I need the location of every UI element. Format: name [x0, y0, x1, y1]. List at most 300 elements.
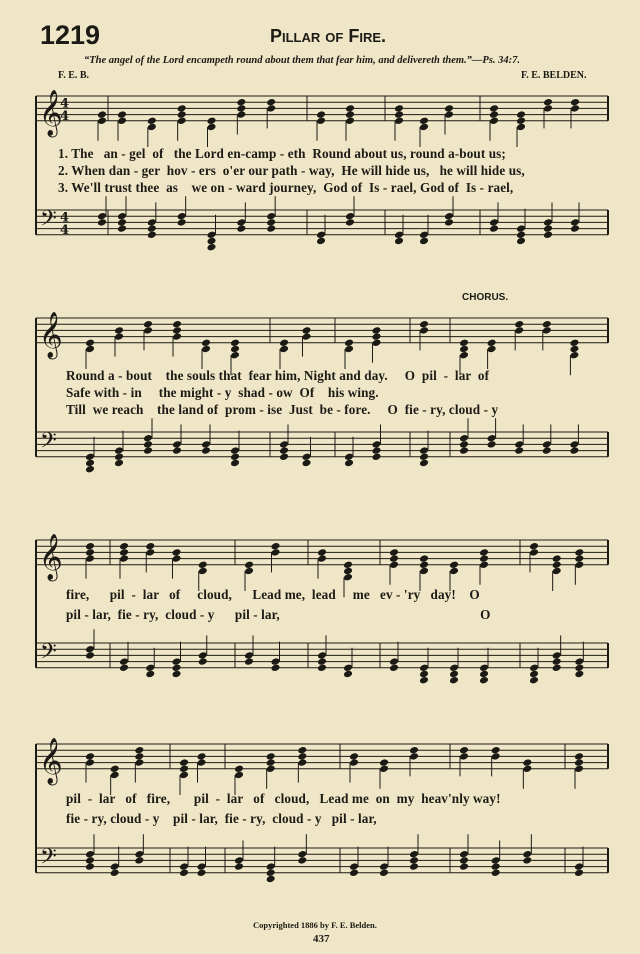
note-head	[198, 657, 208, 666]
note-head	[491, 862, 501, 871]
note-head	[349, 752, 359, 761]
note-head	[172, 326, 182, 335]
note-head	[344, 453, 354, 462]
note-head	[574, 554, 584, 563]
chorus-label: CHORUS.	[462, 292, 509, 303]
note-head	[230, 345, 240, 354]
note-head	[489, 104, 499, 113]
note-head	[349, 758, 359, 767]
note-head	[343, 670, 353, 679]
note-head	[419, 567, 429, 576]
note-head	[302, 453, 312, 462]
note-head	[552, 651, 562, 660]
note-head	[449, 664, 459, 673]
note-head	[394, 104, 404, 113]
note-head	[119, 548, 129, 557]
note-head	[207, 243, 217, 252]
lyric-verse3-line: Till we reach the land of prom - ise Just be - fore. O fie - ry, cloud - y	[66, 402, 499, 417]
words-credit: F. E. B.	[58, 70, 90, 81]
note-head	[419, 326, 429, 335]
note-head	[569, 446, 579, 455]
note-head	[279, 440, 289, 449]
note-head	[574, 869, 584, 878]
note-head	[236, 224, 246, 233]
note-head	[522, 765, 532, 774]
note-head	[201, 339, 211, 348]
note-head	[419, 446, 429, 455]
note-head	[117, 117, 127, 126]
note-head	[479, 548, 489, 557]
note-head	[389, 554, 399, 563]
note-head	[344, 339, 354, 348]
note-head	[542, 326, 552, 335]
note-head	[522, 758, 532, 767]
hymn-title: Pillar of Fire.	[270, 26, 386, 46]
note-head	[316, 110, 326, 119]
note-head	[172, 332, 182, 341]
note-head	[570, 224, 580, 233]
note-head	[459, 434, 469, 443]
lyric-verse2-line: Safe with - in the might - y shad - ow Of his wing.	[66, 385, 379, 400]
treble-clef-icon: 𝄞	[39, 89, 63, 136]
note-head	[543, 231, 553, 240]
note-head	[570, 104, 580, 113]
note-head	[266, 875, 276, 884]
note-head	[419, 453, 429, 462]
note-head	[574, 664, 584, 673]
note-head	[543, 218, 553, 227]
note-head	[491, 869, 501, 878]
note-head	[147, 123, 157, 132]
note-head	[266, 862, 276, 871]
bass-clef-icon: 𝄢	[40, 639, 57, 670]
note-head	[529, 664, 539, 673]
note-head	[569, 345, 579, 354]
note-head	[279, 339, 289, 348]
note-head	[85, 453, 95, 462]
note-head	[244, 651, 254, 660]
note-head	[419, 123, 429, 132]
note-head	[487, 345, 497, 354]
note-head	[574, 752, 584, 761]
note-head	[459, 850, 469, 859]
note-head	[349, 862, 359, 871]
note-head	[266, 218, 276, 227]
note-head	[236, 98, 246, 107]
note-head	[316, 231, 326, 240]
note-head	[97, 110, 107, 119]
copyright-notice: Copyrighted 1886 by F. E. Belden.	[253, 920, 377, 930]
note-head	[394, 237, 404, 246]
note-head	[234, 856, 244, 865]
note-head	[271, 542, 281, 551]
note-head	[419, 231, 429, 240]
note-head	[514, 440, 524, 449]
note-head	[487, 440, 497, 449]
note-head	[459, 351, 469, 360]
note-head	[516, 224, 526, 233]
note-head	[574, 670, 584, 679]
note-head	[119, 664, 129, 673]
note-head	[345, 218, 355, 227]
note-head	[487, 339, 497, 348]
bass-clef-icon: 𝄢	[40, 428, 57, 459]
note-head	[543, 98, 553, 107]
note-head	[317, 548, 327, 557]
note-head	[85, 758, 95, 767]
bass-clef-icon: 𝄢	[40, 844, 57, 875]
note-head	[574, 758, 584, 767]
note-head	[172, 548, 182, 557]
note-head	[85, 548, 95, 557]
note-head	[85, 339, 95, 348]
note-head	[379, 758, 389, 767]
note-head	[449, 561, 459, 570]
note-head	[297, 856, 307, 865]
note-head	[230, 459, 240, 468]
note-head	[419, 554, 429, 563]
note-head	[514, 446, 524, 455]
time-signature-top: 4	[60, 210, 70, 226]
note-head	[147, 224, 157, 233]
note-head	[419, 670, 429, 679]
note-head	[85, 645, 95, 654]
note-head	[372, 339, 382, 348]
note-head	[479, 676, 489, 685]
note-head	[389, 561, 399, 570]
note-head	[271, 548, 281, 557]
note-head	[266, 765, 276, 774]
hymn-number: 1219	[40, 20, 101, 50]
note-head	[389, 664, 399, 673]
note-head	[266, 212, 276, 221]
note-head	[569, 440, 579, 449]
note-head	[302, 459, 312, 468]
note-head	[316, 117, 326, 126]
lyric-chorus-line: pil - lar of fire, pil - lar of cloud, Lead me on my heav'nly way!	[66, 791, 501, 806]
note-head	[197, 862, 207, 871]
note-head	[317, 664, 327, 673]
note-head	[143, 320, 153, 329]
note-head	[85, 856, 95, 865]
note-head	[177, 117, 187, 126]
note-head	[201, 440, 211, 449]
lyric-chorus-echo-line: pil - lar, fie - ry, cloud - y pil - lar, O	[66, 607, 491, 622]
note-head	[198, 561, 208, 570]
note-head	[230, 453, 240, 462]
note-head	[143, 440, 153, 449]
note-head	[297, 850, 307, 859]
note-head	[419, 561, 429, 570]
note-head	[85, 459, 95, 468]
note-head	[574, 548, 584, 557]
note-head	[570, 98, 580, 107]
note-head	[317, 651, 327, 660]
note-head	[459, 752, 469, 761]
note-head	[147, 117, 157, 126]
note-head	[419, 664, 429, 673]
note-head	[198, 567, 208, 576]
time-signature-bottom: 4	[60, 108, 70, 124]
note-head	[409, 862, 419, 871]
note-head	[85, 850, 95, 859]
note-head	[179, 771, 189, 780]
note-head	[114, 446, 124, 455]
note-head	[409, 856, 419, 865]
note-head	[570, 218, 580, 227]
note-head	[444, 104, 454, 113]
note-head	[394, 117, 404, 126]
note-head	[143, 446, 153, 455]
note-head	[344, 345, 354, 354]
note-head	[177, 218, 187, 227]
note-head	[85, 465, 95, 474]
note-head	[372, 446, 382, 455]
note-head	[177, 110, 187, 119]
note-head	[85, 752, 95, 761]
note-head	[297, 746, 307, 755]
note-head	[117, 224, 127, 233]
note-head	[479, 561, 489, 570]
note-head	[317, 657, 327, 666]
note-head	[489, 110, 499, 119]
note-head	[97, 212, 107, 221]
note-head	[343, 664, 353, 673]
note-head	[529, 676, 539, 685]
note-head	[179, 758, 189, 767]
note-head	[266, 752, 276, 761]
scripture-epigraph: “The angel of the Lord encampeth round about them that fear him, and delivereth them.”—Ps. 34:7.	[84, 55, 521, 66]
note-head	[529, 542, 539, 551]
note-head	[177, 212, 187, 221]
note-head	[230, 351, 240, 360]
note-head	[244, 567, 254, 576]
note-head	[172, 554, 182, 563]
note-head	[266, 869, 276, 878]
note-head	[343, 561, 353, 570]
note-head	[179, 869, 189, 878]
lyric-chorus-echo-line: fie - ry, cloud - y pil - lar, fie - ry, cloud - y pil - lar,	[66, 811, 377, 826]
note-head	[372, 453, 382, 462]
note-head	[234, 771, 244, 780]
note-head	[419, 459, 429, 468]
time-signature-top: 4	[60, 96, 70, 112]
lyric-verse1-line: Round a - bout the souls that fear him, Night and day. O pil - lar of	[66, 368, 490, 383]
music-credit: F. E. BELDEN.	[521, 70, 587, 81]
note-head	[529, 548, 539, 557]
note-head	[372, 326, 382, 335]
note-head	[234, 862, 244, 871]
note-head	[379, 862, 389, 871]
note-head	[522, 850, 532, 859]
note-head	[279, 446, 289, 455]
note-head	[114, 453, 124, 462]
note-head	[345, 104, 355, 113]
note-head	[244, 657, 254, 666]
note-head	[372, 332, 382, 341]
note-head	[345, 117, 355, 126]
note-head	[487, 434, 497, 443]
note-head	[569, 339, 579, 348]
note-head	[207, 237, 217, 246]
treble-clef-icon: 𝄞	[39, 311, 63, 358]
note-head	[389, 548, 399, 557]
lyric-chorus-line: fire, pil - lar of cloud, Lead me, lead me ev - 'ry day! O	[66, 587, 480, 602]
note-head	[297, 752, 307, 761]
note-head	[419, 237, 429, 246]
note-head	[143, 434, 153, 443]
note-head	[449, 567, 459, 576]
note-head	[179, 862, 189, 871]
note-head	[114, 326, 124, 335]
lyric-verse1-line: 1. The an - gel of the Lord en-camp - eth Round about us, round a-bout us;	[58, 146, 506, 161]
note-head	[552, 554, 562, 563]
note-head	[244, 561, 254, 570]
note-head	[419, 676, 429, 685]
note-head	[516, 231, 526, 240]
note-head	[197, 758, 207, 767]
note-head	[266, 758, 276, 767]
note-head	[85, 554, 95, 563]
note-head	[489, 218, 499, 227]
note-head	[552, 657, 562, 666]
note-head	[516, 237, 526, 246]
note-head	[529, 670, 539, 679]
note-head	[236, 110, 246, 119]
note-head	[489, 224, 499, 233]
note-head	[394, 231, 404, 240]
treble-clef-icon: 𝄞	[39, 533, 63, 580]
note-head	[177, 104, 187, 113]
note-head	[279, 345, 289, 354]
note-head	[110, 862, 120, 871]
note-head	[266, 104, 276, 113]
note-head	[522, 856, 532, 865]
note-head	[542, 320, 552, 329]
note-head	[172, 670, 182, 679]
note-head	[114, 459, 124, 468]
note-head	[479, 664, 489, 673]
note-head	[444, 110, 454, 119]
note-head	[110, 771, 120, 780]
note-head	[552, 567, 562, 576]
note-head	[134, 758, 144, 767]
note-head	[172, 320, 182, 329]
note-head	[143, 326, 153, 335]
note-head	[85, 651, 95, 660]
note-head	[172, 440, 182, 449]
note-head	[279, 453, 289, 462]
note-head	[117, 110, 127, 119]
note-head	[317, 554, 327, 563]
note-head	[419, 117, 429, 126]
note-head	[134, 746, 144, 755]
treble-clef-icon: 𝄞	[39, 737, 63, 784]
note-head	[479, 554, 489, 563]
note-head	[207, 117, 217, 126]
note-head	[489, 117, 499, 126]
note-head	[147, 231, 157, 240]
note-head	[85, 345, 95, 354]
note-head	[516, 110, 526, 119]
note-head	[147, 218, 157, 227]
note-head	[479, 670, 489, 679]
note-head	[207, 123, 217, 132]
note-head	[574, 862, 584, 871]
note-head	[574, 765, 584, 774]
note-head	[459, 862, 469, 871]
note-head	[230, 339, 240, 348]
note-head	[514, 320, 524, 329]
note-head	[449, 670, 459, 679]
note-head	[459, 345, 469, 354]
note-head	[379, 869, 389, 878]
note-head	[119, 542, 129, 551]
note-head	[343, 573, 353, 582]
note-head	[552, 561, 562, 570]
note-head	[409, 850, 419, 859]
note-head	[266, 98, 276, 107]
note-head	[297, 758, 307, 767]
note-head	[574, 561, 584, 570]
note-head	[97, 218, 107, 227]
note-head	[449, 676, 459, 685]
note-head	[119, 554, 129, 563]
note-head	[444, 218, 454, 227]
lyric-verse3-line: 3. We'll trust thee as we on - ward journey, God of Is - rael, God of Is - rael,	[58, 180, 514, 195]
note-head	[271, 657, 281, 666]
note-head	[145, 670, 155, 679]
note-head	[542, 440, 552, 449]
note-head	[459, 446, 469, 455]
page-number: 437	[313, 933, 330, 945]
note-head	[117, 218, 127, 227]
note-head	[569, 351, 579, 360]
note-head	[543, 224, 553, 233]
note-head	[236, 218, 246, 227]
note-head	[444, 212, 454, 221]
note-head	[389, 657, 399, 666]
note-head	[459, 440, 469, 449]
note-head	[302, 326, 312, 335]
note-head	[271, 664, 281, 673]
note-head	[85, 542, 95, 551]
note-head	[114, 332, 124, 341]
note-head	[394, 110, 404, 119]
note-head	[349, 869, 359, 878]
note-head	[145, 664, 155, 673]
note-head	[179, 765, 189, 774]
note-head	[197, 869, 207, 878]
note-head	[198, 651, 208, 660]
note-head	[236, 104, 246, 113]
note-head	[491, 746, 501, 755]
note-head	[110, 765, 120, 774]
note-head	[134, 856, 144, 865]
note-head	[110, 869, 120, 878]
note-head	[230, 446, 240, 455]
note-head	[343, 567, 353, 576]
note-head	[514, 326, 524, 335]
note-head	[316, 237, 326, 246]
bass-clef-icon: 𝄢	[40, 206, 57, 237]
note-head	[134, 850, 144, 859]
note-head	[372, 440, 382, 449]
note-head	[117, 212, 127, 221]
note-head	[345, 110, 355, 119]
note-head	[201, 446, 211, 455]
note-head	[97, 117, 107, 126]
